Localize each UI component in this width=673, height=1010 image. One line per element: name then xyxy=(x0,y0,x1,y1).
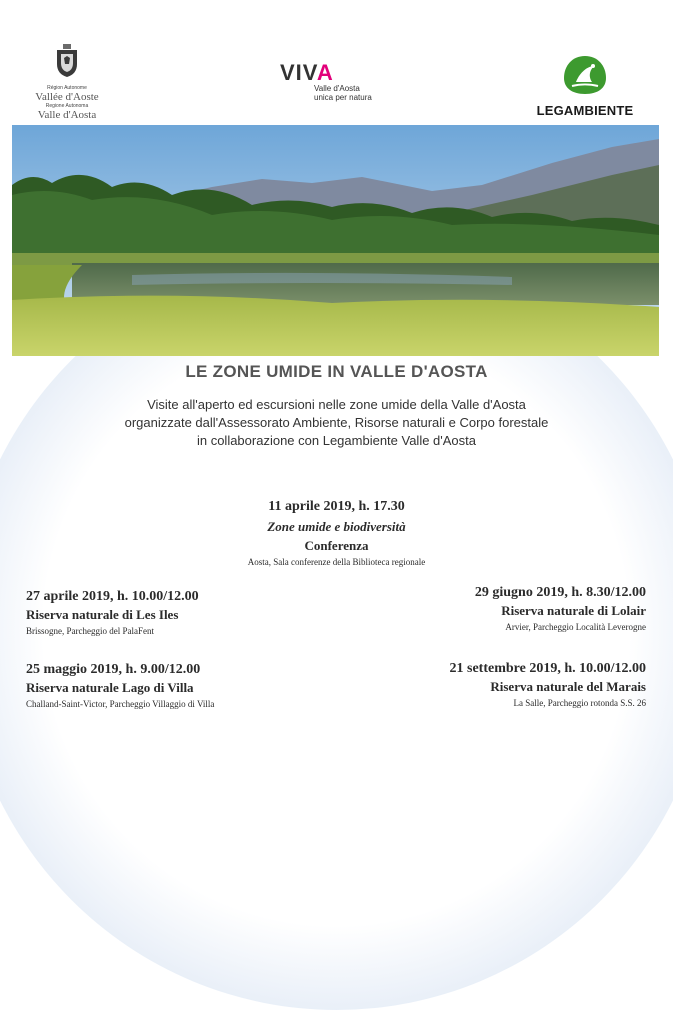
subtitle-line3: in collaborazione con Legambiente Valle d'Aosta xyxy=(196,433,477,448)
region-line1: Région Autonome xyxy=(47,85,87,91)
event-date: 25 maggio 2019, h. 9.00/12.00 xyxy=(26,662,201,677)
event-name: Riserva naturale del Marais xyxy=(490,679,646,694)
event-item xyxy=(26,587,199,639)
event-name: Riserva naturale di Les Iles xyxy=(26,607,179,622)
subtitle xyxy=(0,396,673,450)
subtitle-line1: Visite all'aperto ed escursioni nelle zone umide della Valle d'Aosta xyxy=(147,397,526,412)
event-location: Arvier, Parcheggio Località Leverogne xyxy=(505,622,646,632)
viva-sub1: Valle d'Aosta xyxy=(314,84,360,93)
event-name: Riserva naturale Lago di Villa xyxy=(26,680,194,695)
swan-icon xyxy=(562,54,608,96)
viva-word-right: A xyxy=(316,60,334,85)
main-event-place: Aosta, Sala conferenze della Biblioteca regionale xyxy=(247,557,426,567)
main-event-date: 11 aprile 2019, h. 17.30 xyxy=(268,499,405,514)
region-line2: Regione Autonoma xyxy=(45,103,89,109)
region-name2: Valle d'Aosta xyxy=(37,109,97,121)
event-date: 29 giugno 2019, h. 8.30/12.00 xyxy=(474,585,646,600)
region-logo xyxy=(34,44,100,121)
viva-sub2: unica per natura xyxy=(314,93,372,102)
main-event xyxy=(0,497,673,569)
main-event-theme: Zone umide e biodiversità xyxy=(267,519,406,534)
legambiente-name: LEGAMBIENTE xyxy=(536,103,634,118)
page-title: LE ZONE UMIDE IN VALLE D'AOSTA xyxy=(185,362,488,381)
wetland-landscape-photo xyxy=(12,125,659,356)
subtitle-line2: organizzate dall'Assessorato Ambiente, Risorse naturali e Corpo forestale xyxy=(124,415,549,430)
event-location: Challand-Saint-Victor, Parcheggio Villaggio di Villa xyxy=(26,699,215,709)
crest-icon xyxy=(54,44,80,78)
event-location: Brissogne, Parcheggio del PalaFent xyxy=(26,626,154,636)
event-location: La Salle, Parcheggio rotonda S.S. 26 xyxy=(513,698,646,708)
viva-word-left: VIV xyxy=(280,60,317,85)
event-item xyxy=(26,660,214,712)
viva-logo xyxy=(280,62,390,102)
event-date: 27 aprile 2019, h. 10.00/12.00 xyxy=(26,589,199,604)
event-date: 21 settembre 2019, h. 10.00/12.00 xyxy=(449,661,646,676)
event-item xyxy=(450,659,647,711)
legambiente-logo xyxy=(530,54,640,118)
event-item xyxy=(475,583,646,635)
main-event-type: Conferenza xyxy=(304,538,369,553)
event-name: Riserva naturale di Lolair xyxy=(501,603,646,618)
region-name1: Vallée d'Aoste xyxy=(35,91,99,103)
